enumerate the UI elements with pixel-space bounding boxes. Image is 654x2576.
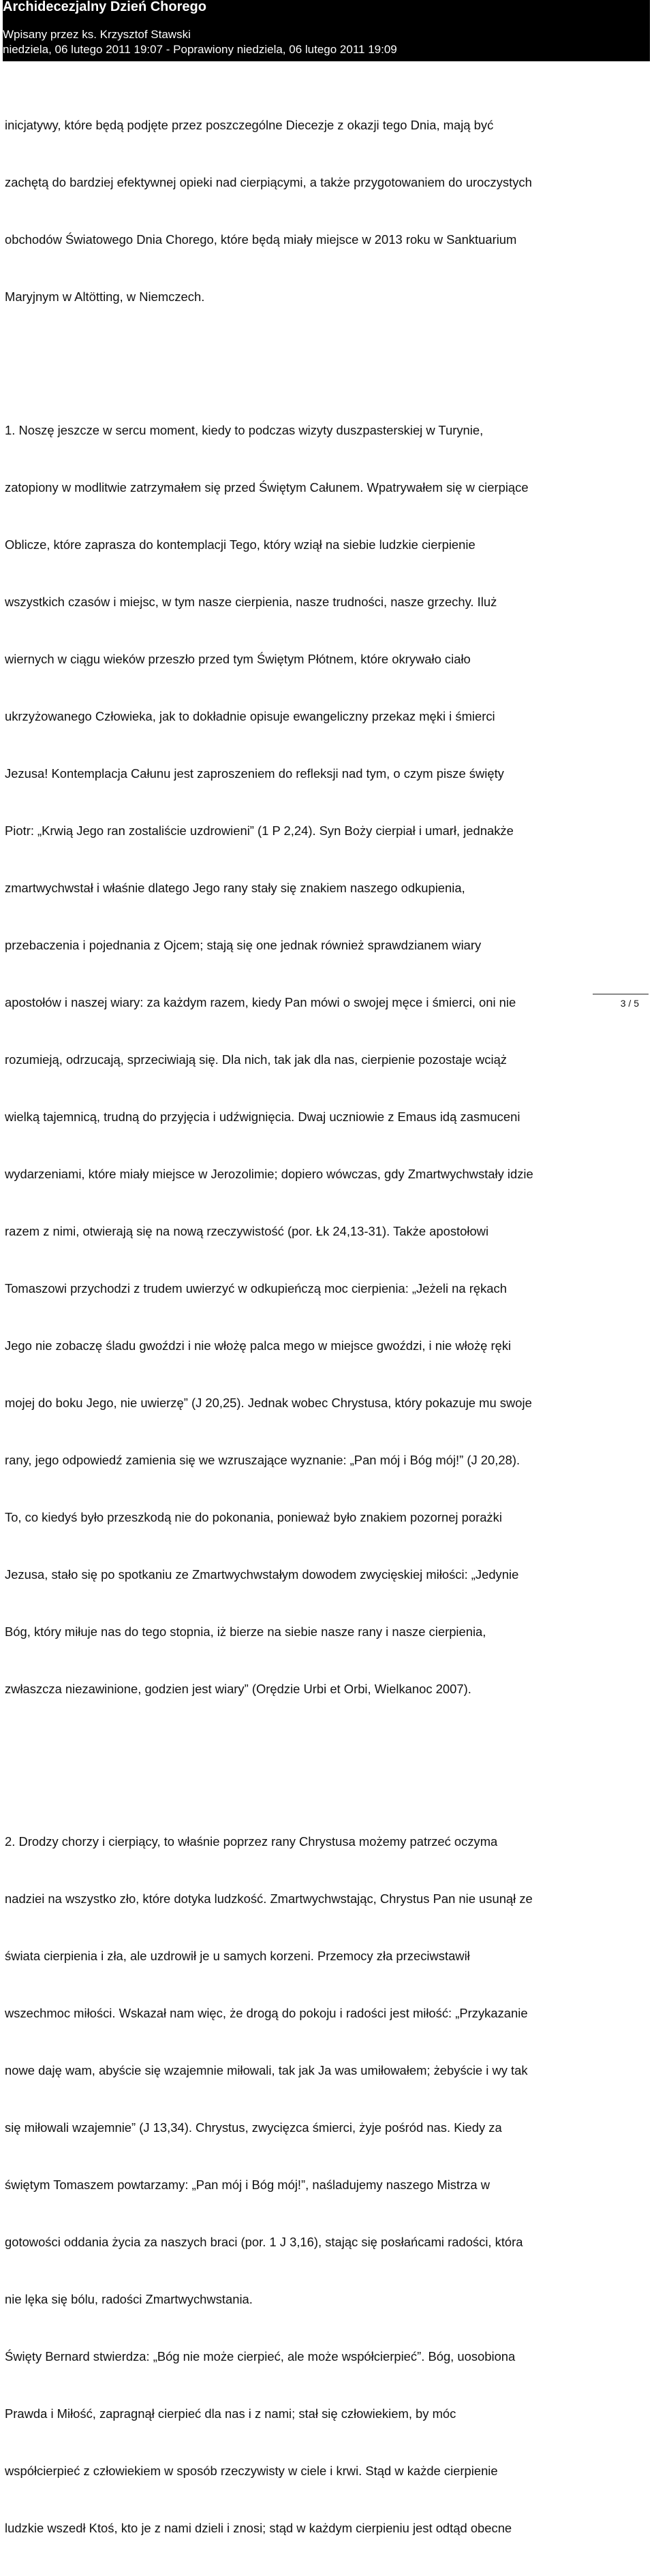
author-line: Wpisany przez ks. Krzysztof Stawski [3, 28, 191, 41]
intro-line: Maryjnym w Altötting, w Niemczech. [5, 289, 205, 304]
section-2-line: ludzkie wszedł Ktoś, kto je z nami dzieli i znosi; stąd w każdym cierpieniu jest odtąd obecne [5, 2521, 512, 2535]
section-1-line: 1. Noszę jeszcze w sercu moment, kiedy to podczas wizyty duszpasterskiej w Turynie, [5, 423, 484, 437]
section-1-line: apostołów i naszej wiary: za każdym razem, kiedy Pan mówi o swojej męce i śmierci, oni nie [5, 995, 516, 1009]
section-1-line: zatopiony w modlitwie zatrzymałem się przed Świętym Całunem. Wpatrywałem się w cierpiące [5, 480, 529, 494]
section-1-line: rany, jego odpowiedź zamienia się we wzruszające wyznanie: „Pan mój i Bóg mój!” (J 20,28). [5, 1453, 520, 1467]
section-2-line: się miłowali wzajemnie” (J 13,34). Chrystus, zwycięzca śmierci, żyje pośród nas. Kiedy za [5, 2120, 502, 2135]
section-2-line: 2. Drodzy chorzy i cierpiący, to właśnie poprzez rany Chrystusa możemy patrzeć oczyma [5, 1834, 498, 1849]
section-1-line: wszystkich czasów i miejsc, w tym nasze cierpienia, nasze trudności, nasze grzechy. Iluż [5, 595, 497, 609]
intro-line: inicjatywy, które będą podjęte przez poszczególne Diecezje z okazji tego Dnia, mają być [5, 118, 494, 132]
section-1-line: Jezusa! Kontemplacja Całunu jest zaproszeniem do refleksji nad tym, o czym pisze święty [5, 766, 504, 781]
section-2-line: nie lęka się bólu, radości Zmartwychwstania. [5, 2292, 253, 2306]
section-1-line: przebaczenia i pojednania z Ojcem; stają się one jednak również sprawdzianem wiary [5, 938, 482, 952]
section-2-line: współcierpieć z człowiekiem w sposób rzeczywisty w ciele i krwi. Stąd w każde cierpienie [5, 2464, 498, 2478]
section-1-line: wiernych w ciągu wieków przeszło przed tym Świętym Płótnem, które okrywało ciało [5, 652, 471, 666]
section-2-line: gotowości oddania życia za naszych braci (por. 1 J 3,16), stając się posłańcami radości, która [5, 2235, 523, 2249]
article-body [5, 78, 649, 2576]
intro-line: zachętą do bardziej efektywnej opieki nad cierpiącymi, a także przygotowaniem do uroczystych [5, 175, 532, 189]
section-1-line: zmartwychwstał i właśnie dlatego Jego rany stały się znakiem naszego odkupienia, [5, 881, 465, 895]
document-header [3, 0, 650, 61]
section-1-line: Jego nie zobaczę śladu gwoździ i nie włożę palca mego w miejsce gwoździ, i nie włożę ręki [5, 1338, 512, 1353]
section-2-line: nadziei na wszystko zło, które dotyka ludzkość. Zmartwychwstając, Chrystus Pan nie usunął ze [5, 1891, 533, 1906]
header-meta [3, 27, 650, 57]
document-title: Archidecezjalny Dzień Chorego [3, 0, 206, 14]
section-2-line: świata cierpienia i zła, ale uzdrowił je u samych korzeni. Przemocy zła przeciwstawił [5, 1949, 470, 1963]
intro-paragraph [5, 78, 649, 345]
section-1-line: rozumieją, odrzucają, sprzeciwiają się. Dla nich, tak jak dla nas, cierpienie pozostaje wciąż [5, 1052, 507, 1067]
section-1-line: razem z nimi, otwierają się na nową rzeczywistość (por. Łk 24,13-31). Także apostołowi [5, 1224, 489, 1238]
section-1-line: mojej do boku Jego, nie uwierzę” (J 20,25). Jednak wobec Chrystusa, który pokazuje mu swoje [5, 1396, 532, 1410]
section-1-line: Jezusa, stało się po spotkaniu ze Zmartwychwstałym dowodem zwycięskiej miłości: „Jedynie [5, 1567, 519, 1582]
section-1-line: Tomaszowi przychodzi z trudem uwierzyć w odkupieńczą moc cierpienia: „Jeżeli na rękach [5, 1281, 507, 1295]
intro-line: obchodów Światowego Dnia Chorego, które będą miały miejsce w 2013 roku w Sanktuarium [5, 232, 517, 247]
section-2-line: świętym Tomaszem powtarzamy: „Pan mój i Bóg mój!”, naśladujemy naszego Mistrza w [5, 2178, 490, 2192]
section-1-paragraph [5, 383, 649, 1737]
section-2-line: Święty Bernard stwierdza: „Bóg nie może cierpieć, ale może współcierpieć”. Bóg, uosobiona [5, 2349, 516, 2363]
date-line: niedziela, 06 lutego 2011 19:07 - Poprawiony niedziela, 06 lutego 2011 19:09 [3, 43, 397, 56]
section-1-line: wielką tajemnicą, trudną do przyjęcia i udźwignięcia. Dwaj uczniowie z Emaus idą zasmuceni [5, 1110, 520, 1124]
section-1-line: Piotr: „Krwią Jego ran zostaliście uzdrowieni” (1 P 2,24). Syn Boży cierpiał i umarł, jednakże [5, 823, 514, 838]
section-1-line: ukrzyżowanego Człowieka, jak to dokładnie opisuje ewangeliczny przekaz męki i śmierci [5, 709, 495, 723]
page-number: 3 / 5 [620, 998, 639, 1009]
paragraph-gap [5, 1737, 649, 1794]
section-2-line: Prawda i Miłość, zapragnął cierpieć dla nas i z nami; stał się człowiekiem, by móc [5, 2406, 456, 2421]
section-2-line: nowe daję wam, abyście się wzajemnie miłowali, tak jak Ja was umiłowałem; żebyście i wy tak [5, 2063, 528, 2077]
section-1-line: To, co kiedyś było przeszkodą nie do pokonania, ponieważ było znakiem pozornej porażki [5, 1510, 502, 1524]
section-1-line: zwłaszcza niezawinione, godzien jest wiary” (Orędzie Urbi et Orbi, Wielkanoc 2007). [5, 1682, 471, 1696]
section-2-line: wszechmoc miłości. Wskazał nam więc, że drogą do pokoju i radości jest miłość: „Przykazanie [5, 2006, 528, 2020]
section-1-line: wydarzeniami, które miały miejsce w Jerozolimie; dopiero wówczas, gdy Zmartwychwstały idzie [5, 1167, 533, 1181]
section-2-paragraph [5, 1794, 649, 2576]
section-1-line: Bóg, który miłuje nas do tego stopnia, iż bierze na siebie nasze rany i nasze cierpienia, [5, 1624, 486, 1639]
paragraph-gap [5, 345, 649, 383]
section-1-line: Oblicze, które zaprasza do kontemplacji Tego, który wziął na siebie ludzkie cierpienie [5, 537, 476, 552]
